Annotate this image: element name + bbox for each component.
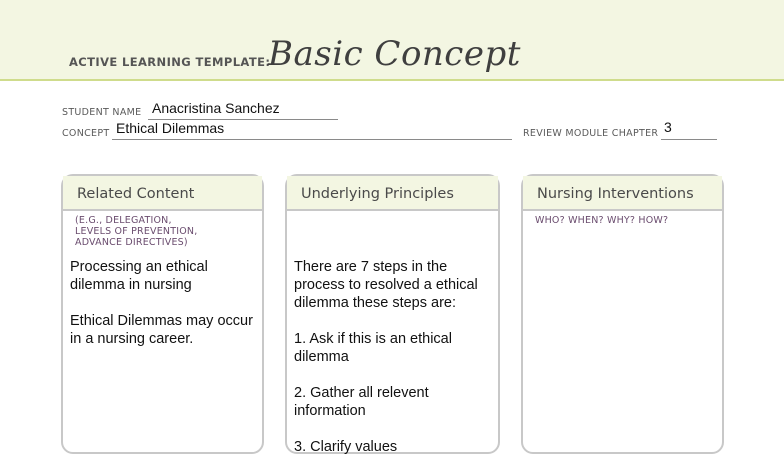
nursing-interventions-header (523, 176, 722, 211)
related-content-box (61, 174, 264, 454)
underlying-principles-box (285, 174, 500, 454)
principles-paragraph: 3. Clarify values (294, 439, 398, 455)
template-label: ACTIVE LEARNING TEMPLATE: (69, 55, 271, 69)
related-content-text[interactable] (70, 258, 254, 366)
underlying-principles-header (287, 176, 498, 211)
review-module-field[interactable]: 3 (664, 119, 672, 135)
related-paragraph: Ethical Dilemmas may occur in a nursing career. (70, 313, 253, 347)
principles-paragraph: 1. Ask if this is an ethical dilemma (294, 331, 452, 365)
header-band (0, 0, 784, 81)
review-module-line (661, 139, 717, 140)
nursing-interventions-text[interactable] (530, 258, 714, 438)
concept-label: CONCEPT (62, 128, 110, 139)
student-name-field[interactable]: Anacristina Sanchez (152, 100, 280, 116)
underlying-principles-title: Underlying Principles (301, 186, 454, 202)
student-name-label: STUDENT NAME (62, 107, 142, 118)
related-content-subtitle: (E.G., DELEGATION, LEVELS OF PREVENTION, ADVANCE DIRECTIVES) (75, 215, 198, 248)
related-content-header (63, 176, 262, 211)
nursing-interventions-subtitle: WHO? WHEN? WHY? HOW? (535, 215, 669, 226)
related-content-title: Related Content (77, 186, 195, 202)
nursing-interventions-box (521, 174, 724, 454)
underlying-principles-text[interactable] (294, 258, 490, 474)
related-paragraph: Processing an ethical dilemma in nursing (70, 259, 208, 293)
principles-paragraph: There are 7 steps in the process to resolved a ethical dilemma these steps are: (294, 259, 478, 311)
concept-line (112, 139, 512, 140)
principles-paragraph: 2. Gather all relevent information (294, 385, 429, 419)
nursing-interventions-title: Nursing Interventions (537, 186, 694, 202)
concept-field[interactable]: Ethical Dilemmas (116, 120, 225, 136)
page-title: Basic Concept (268, 34, 521, 74)
review-module-label: REVIEW MODULE CHAPTER (523, 128, 659, 139)
